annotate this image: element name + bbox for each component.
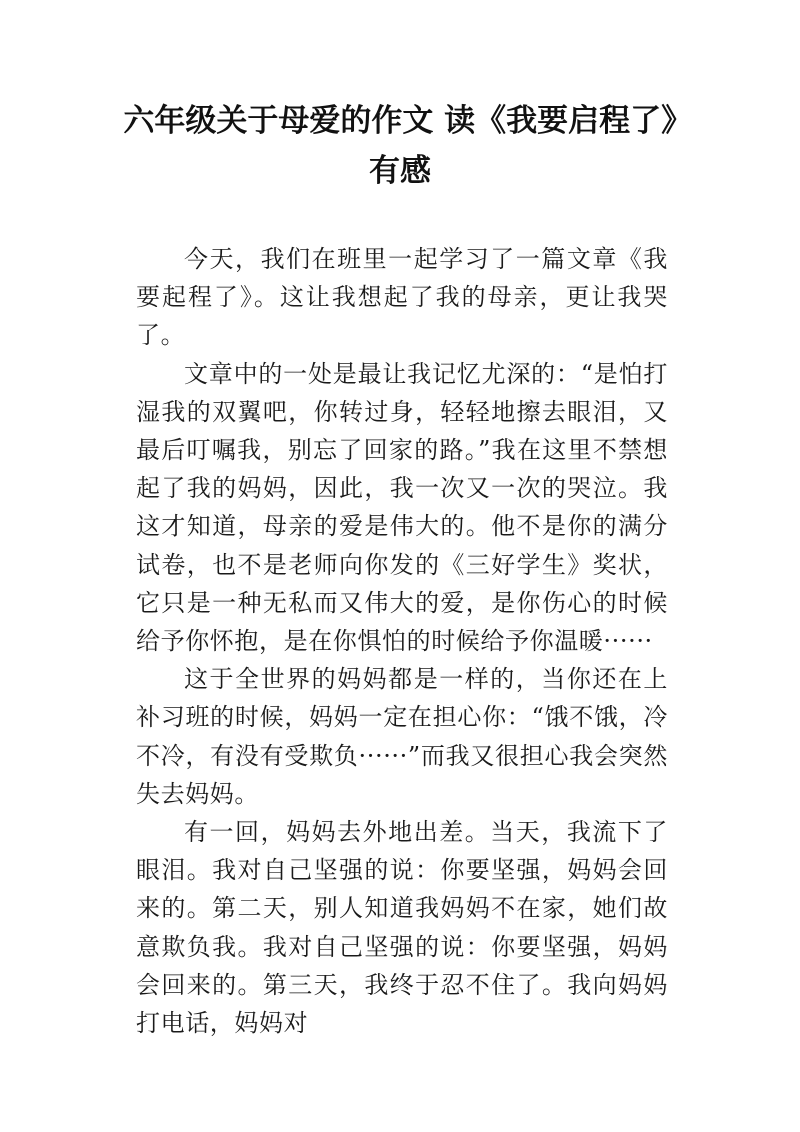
document-body [136,240,668,1042]
paragraph: 今天，我们在班里一起学习了一篇文章《我要起程了》。这让我想起了我的母亲，更让我哭了。 [136,245,668,350]
paragraph: 有一回，妈妈去外地出差。当天，我流下了眼泪。我对自己坚强的说：你要坚强，妈妈会回来的。第二天，别人知道我妈妈不在家，她们故意欺负我。我对自己坚强的说：你要坚强，妈妈会回来的。第三天，我终于忍不住了。我向妈妈打电话，妈妈对 [136,818,668,1038]
paragraph: 这于全世界的妈妈都是一样的，当你还在上补习班的时候，妈妈一定在担心你：“饿不饿，冷不冷，有没有受欺负······”而我又很担心我会突然失去妈妈。 [136,665,668,808]
paragraph: 文章中的一处是最让我记忆尤深的：“是怕打湿我的双翼吧，你转过身，轻轻地擦去眼泪，又最后叮嘱我，别忘了回家的路。”我在这里不禁想起了我的妈妈，因此，我一次又一次的哭泣。我这才知道，母亲的爱是伟大的。他不是你的满分试卷，也不是老师向你发的《三好学生》奖状，它只是一种无私而又伟大的爱，是你伤心的时候给予你怀抱，是在你惧怕的时候给予你温暖······ [136,359,668,656]
document-title: 六年级关于母爱的作文 读《我要启程了》有感 [123,103,677,189]
